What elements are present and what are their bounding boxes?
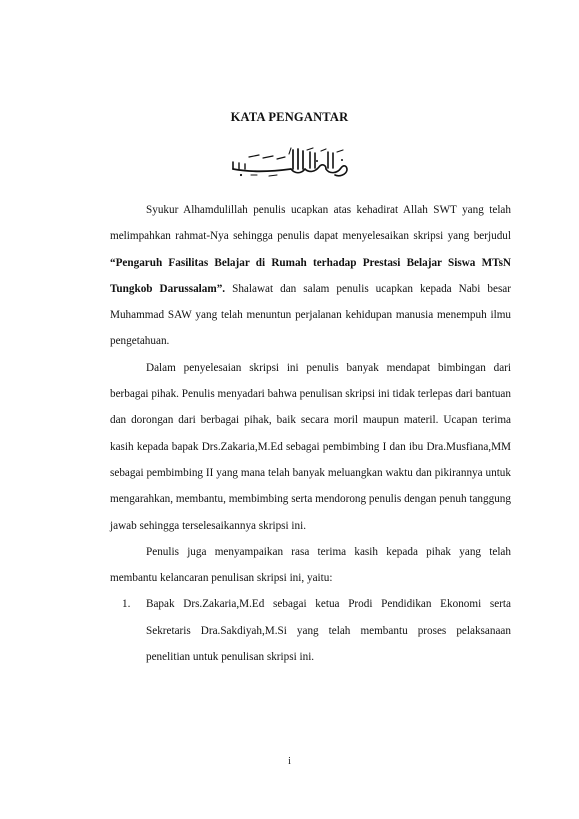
- list-item: [110, 591, 511, 670]
- document-body: [110, 197, 511, 670]
- thesis-title: “Pengaruh Fasilitas Belajar di Rumah terhadap Prestasi Belajar Siswa MTsN Tungkob Darussalam”.: [110, 256, 511, 295]
- page-number: i: [288, 756, 291, 767]
- basmala-calligraphy: [229, 142, 351, 180]
- paragraph-1: [110, 197, 511, 355]
- list-item-number: 1.: [122, 598, 131, 611]
- paragraph-3: Penulis juga menyampaikan rasa terima kasih kepada pihak yang telah membantu kelancaran penulisan skripsi ini, yaitu:: [110, 545, 511, 585]
- paragraph-1-tail: Shalawat dan salam penulis ucapkan kepada Nabi besar Muhammad SAW yang telah menuntun perjalanan kehidupan manusia menempuh ilmu pengetahuan.: [110, 282, 511, 348]
- list-item-text: Bapak Drs.Zakaria,M.Ed sebagai ketua Prodi Pendidikan Ekonomi serta Sekretaris Dra.Sakdiyah,M.Si yang telah membantu proses pelaksanaan penelitian untuk penulisan skripsi ini.: [146, 598, 511, 664]
- acknowledgement-list: [110, 591, 511, 670]
- paragraph-1-lead: Syukur Alhamdulillah penulis ucapkan atas kehadirat Allah SWT yang telah melimpahkan rahmat-Nya sehingga penulis dapat menyelesaikan skripsi yang berjudul: [110, 204, 511, 243]
- paragraph-2: Dalam penyelesaian skripsi ini penulis banyak mendapat bimbingan dari berbagai pihak. Penulis menyadari bahwa penulisan skripsi ini tidak terlepas dari bantuan dan dorongan dari berbagai pihak, baik secara moril maupun materil. Ucapan terima kasih kepada bapak Drs.Zakaria,M.Ed sebagai pembimbing I dan ibu Dra.Musfiana,MM sebagai pembimbing II yang mana telah banyak meluangkan waktu dan pikirannya untuk mengarahkan, membantu, membimbing serta mendorong penulis dengan penuh tanggung jawab sehingga terselesaikannya skripsi ini.: [110, 361, 511, 532]
- page-title: KATA PENGANTAR: [230, 110, 349, 124]
